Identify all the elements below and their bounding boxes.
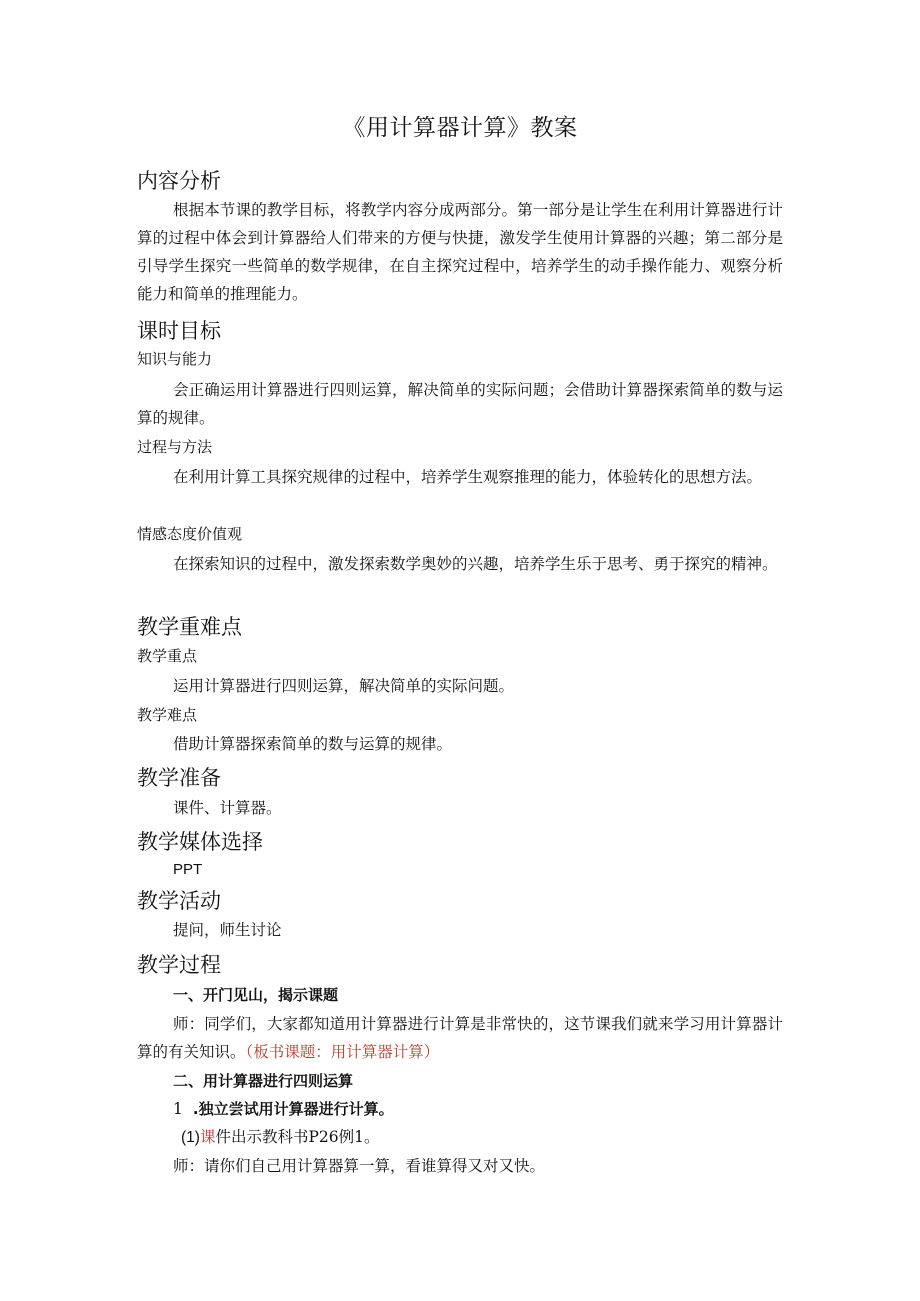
step1-paragraph: [137, 1010, 783, 1066]
label-emotion-values: 情感态度价值观: [137, 525, 243, 543]
activities-text: 提问，师生讨论: [173, 921, 282, 939]
teaching-difficulty-text: 借助计算器探索简单的数与运算的规律。: [173, 735, 453, 753]
step2-sub-highlight: 课: [199, 1128, 216, 1146]
heading-key-points: 教学重难点: [137, 615, 242, 639]
heading-process: 教学过程: [137, 953, 221, 977]
emotion-values-paragraph: 在探索知识的过程中，激发探索数学奥妙的兴趣，培养学生乐于思考、勇于探究的精神。: [173, 555, 778, 573]
step2-item-text: .独立尝试用计算器进行计算。: [192, 1100, 394, 1118]
label-process-method: 过程与方法: [137, 438, 213, 456]
heading-activities: 教学活动: [137, 889, 221, 913]
media-text: PPT: [173, 861, 203, 878]
heading-content-analysis: 内容分析: [137, 169, 221, 193]
blackboard-note: （板书课题：用计算器计算）: [245, 1043, 440, 1061]
step2-sub-prefix: (1): [181, 1129, 200, 1146]
label-teaching-focus: 教学重点: [137, 647, 198, 665]
step2-item: [173, 1097, 394, 1121]
step1-text: 师：同学们，大家都知道用计算器进行计算是非常快的，这节课我们就来学习用计算器计算的有关知识。: [137, 1015, 783, 1061]
teaching-focus-text: 运用计算器进行四则运算，解决简单的实际问题。: [173, 677, 515, 695]
label-knowledge-ability: 知识与能力: [137, 350, 213, 368]
step1-title: 一、开门见山，揭示课题: [173, 986, 339, 1004]
step2-sub-rest: 件出示教科书P26例1。: [215, 1128, 380, 1146]
step2-title: 二、用计算器进行四则运算: [173, 1072, 354, 1090]
step2-sub-item: [181, 1125, 379, 1150]
preparation-text: 课件、计算器。: [173, 799, 282, 817]
label-teaching-difficulty: 教学难点: [137, 706, 198, 724]
document-title: 《用计算器计算》教案: [342, 115, 578, 141]
process-method-paragraph: 在利用计算工具探究规律的过程中，培养学生观察推理的能力，体验转化的思想方法。: [173, 468, 763, 486]
content-analysis-paragraph: 根据本节课的教学目标，将教学内容分成两部分。第一部分是让学生在利用计算器进行计算的过程中体会到计算器给人们带来的方便与快捷，激发学生使用计算器的兴趣；第二部分是引导学生探究一些简单的数学规律，在自主探究过程中，培养学生的动手操作能力、观察分析能力和简单的推理能力。: [137, 201, 783, 303]
step2-item-number: 1: [173, 1100, 183, 1118]
step2-teacher-line: 师：请你们自己用计算器算一算，看谁算得又对又快。: [173, 1157, 546, 1175]
knowledge-ability-paragraph: 会正确运用计算器进行四则运算，解决简单的实际问题；会借助计算器探索简单的数与运算的规律。: [137, 381, 783, 427]
heading-objectives: 课时目标: [137, 319, 221, 343]
heading-media: 教学媒体选择: [137, 830, 263, 854]
heading-preparation: 教学准备: [137, 766, 221, 790]
